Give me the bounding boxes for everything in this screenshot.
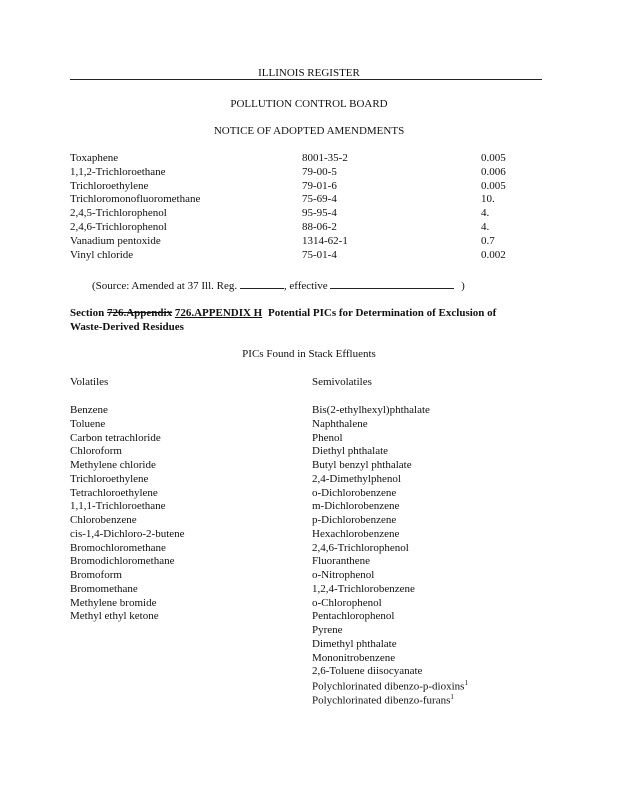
- table-cell-cas: 75-01-4: [302, 248, 337, 261]
- source-note: [92, 279, 465, 292]
- list-item: Bromodichloromethane: [70, 555, 175, 568]
- list-item: 2,6-Toluene diisocyanate: [312, 665, 423, 678]
- table-cell-name: Trichloroethylene: [70, 179, 149, 192]
- table-row: [0, 180, 618, 194]
- table-cell-value: 0.7: [481, 234, 495, 247]
- table-row: [0, 193, 618, 207]
- list-item: o-Chlorophenol: [312, 596, 382, 609]
- list-item: Pentachlorophenol: [312, 610, 395, 623]
- list-item: Methylene chloride: [70, 459, 156, 471]
- list-item: cis-1,4-Dichloro-2-butene: [70, 527, 185, 540]
- list-item: Bromomethane: [70, 582, 138, 595]
- table-cell-name: Vinyl chloride: [70, 248, 134, 261]
- semivolatiles-header: Semivolatiles: [312, 376, 372, 388]
- list-item-text: Polychlorinated dibenzo-p-dioxins: [312, 680, 465, 693]
- pics-heading: PICs Found in Stack Effluents: [242, 348, 376, 360]
- list-item: Carbon tetrachloride: [70, 431, 161, 444]
- table-row: [0, 235, 618, 249]
- list-item: Chlorobenzene: [70, 514, 137, 526]
- table-cell-name: 1,1,2-Trichloroethane: [70, 165, 166, 178]
- list-item: Toluene: [70, 417, 106, 430]
- table-cell-name: Vanadium pentoxide: [70, 234, 161, 247]
- list-item: Naphthalene: [312, 417, 368, 430]
- table-row: [0, 166, 618, 180]
- table-cell-name: Toxaphene: [70, 152, 119, 164]
- table-cell-value: 4.: [481, 221, 490, 233]
- list-item: Benzene: [70, 404, 108, 416]
- list-item: Diethyl phthalate: [312, 445, 389, 458]
- list-item: Hexachlorobenzene: [312, 527, 400, 540]
- list-item: o-Dichlorobenzene: [312, 486, 397, 499]
- source-prefix: (Source: Amended at 37 Ill. Reg.: [92, 280, 238, 292]
- table-cell-cas: 8001-35-2: [302, 152, 348, 164]
- footnote-mark: 1: [450, 692, 454, 701]
- table-cell-cas: 1314-62-1: [302, 234, 348, 247]
- list-item: Chloroform: [70, 445, 122, 458]
- section-title-line2: Waste-Derived Residues: [70, 321, 184, 333]
- table-cell-cas: 79-01-6: [302, 179, 337, 192]
- list-item-text: Polychlorinated dibenzo-furans: [312, 694, 451, 707]
- list-item: 1,1,1-Trichloroethane: [70, 500, 166, 513]
- list-item: Bromoform: [70, 569, 122, 581]
- source-suffix: ): [461, 280, 465, 292]
- effective-blank: [330, 279, 454, 289]
- list-item: Phenol: [312, 431, 343, 444]
- list-item: m-Dichlorobenzene: [312, 500, 400, 513]
- section-label: Section: [70, 307, 105, 319]
- list-item: Dimethyl phthalate: [312, 637, 397, 650]
- list-item: Bis(2-ethylhexyl)phthalate: [312, 404, 430, 416]
- source-mid: , effective: [283, 280, 328, 292]
- header-rule: [70, 79, 542, 80]
- list-item: 2,4-Dimethylphenol: [312, 472, 401, 485]
- list-item: Trichloroethylene: [70, 472, 149, 485]
- list-item: Mononitrobenzene: [312, 651, 396, 664]
- volatiles-header: Volatiles: [70, 376, 109, 388]
- list-item: Methylene bromide: [70, 596, 157, 609]
- board-title: POLLUTION CONTROL BOARD: [230, 98, 388, 110]
- table-cell-value: 0.006: [481, 165, 506, 178]
- list-item: 1,2,4-Trichlorobenzene: [312, 582, 415, 595]
- section-title: Potential PICs for Determination of Exclusion of: [267, 307, 497, 319]
- section-heading: [70, 307, 496, 319]
- list-item: p-Dichlorobenzene: [312, 514, 397, 526]
- table-cell-cas: 88-06-2: [302, 221, 337, 233]
- table-cell-value: 0.005: [481, 152, 506, 164]
- table-cell-value: 4.: [481, 207, 490, 220]
- footnote-mark: 1: [464, 679, 468, 687]
- table-cell-cas: 75-69-4: [302, 193, 337, 206]
- list-item: Tetrachloroethylene: [70, 486, 158, 499]
- section-inserted: 726.APPENDIX H: [174, 307, 263, 319]
- list-item: 2,4,6-Trichlorophenol: [312, 541, 409, 554]
- list-item: Methyl ethyl ketone: [70, 610, 159, 623]
- table-cell-name: 2,4,5-Trichlorophenol: [70, 207, 167, 220]
- list-item-footnoted: [312, 679, 468, 693]
- table-row: [0, 152, 618, 166]
- table-cell-value: 0.002: [481, 248, 506, 261]
- table-cell-value: 10.: [481, 193, 495, 206]
- table-cell-cas: 95-95-4: [302, 207, 337, 220]
- list-item: Butyl benzyl phthalate: [312, 459, 412, 471]
- notice-title: NOTICE OF ADOPTED AMENDMENTS: [213, 125, 405, 137]
- list-item-footnoted: [312, 693, 454, 707]
- register-title: ILLINOIS REGISTER: [258, 67, 360, 79]
- reg-blank: [240, 279, 284, 289]
- table-cell-name: Trichloromonofluoromethane: [70, 193, 201, 206]
- list-item: Bromochloromethane: [70, 541, 166, 554]
- table-row: [0, 221, 618, 235]
- table-cell-name: 2,4,6-Trichlorophenol: [70, 221, 167, 233]
- table-cell-value: 0.005: [481, 179, 506, 192]
- table-row: [0, 207, 618, 221]
- table-row: [0, 249, 618, 263]
- table-cell-cas: 79-00-5: [302, 165, 337, 178]
- list-item: o-Nitrophenol: [312, 569, 375, 581]
- list-item: Pyrene: [312, 624, 343, 636]
- section-struck: 726.Appendix: [106, 307, 173, 319]
- list-item: Fluoranthene: [312, 555, 371, 568]
